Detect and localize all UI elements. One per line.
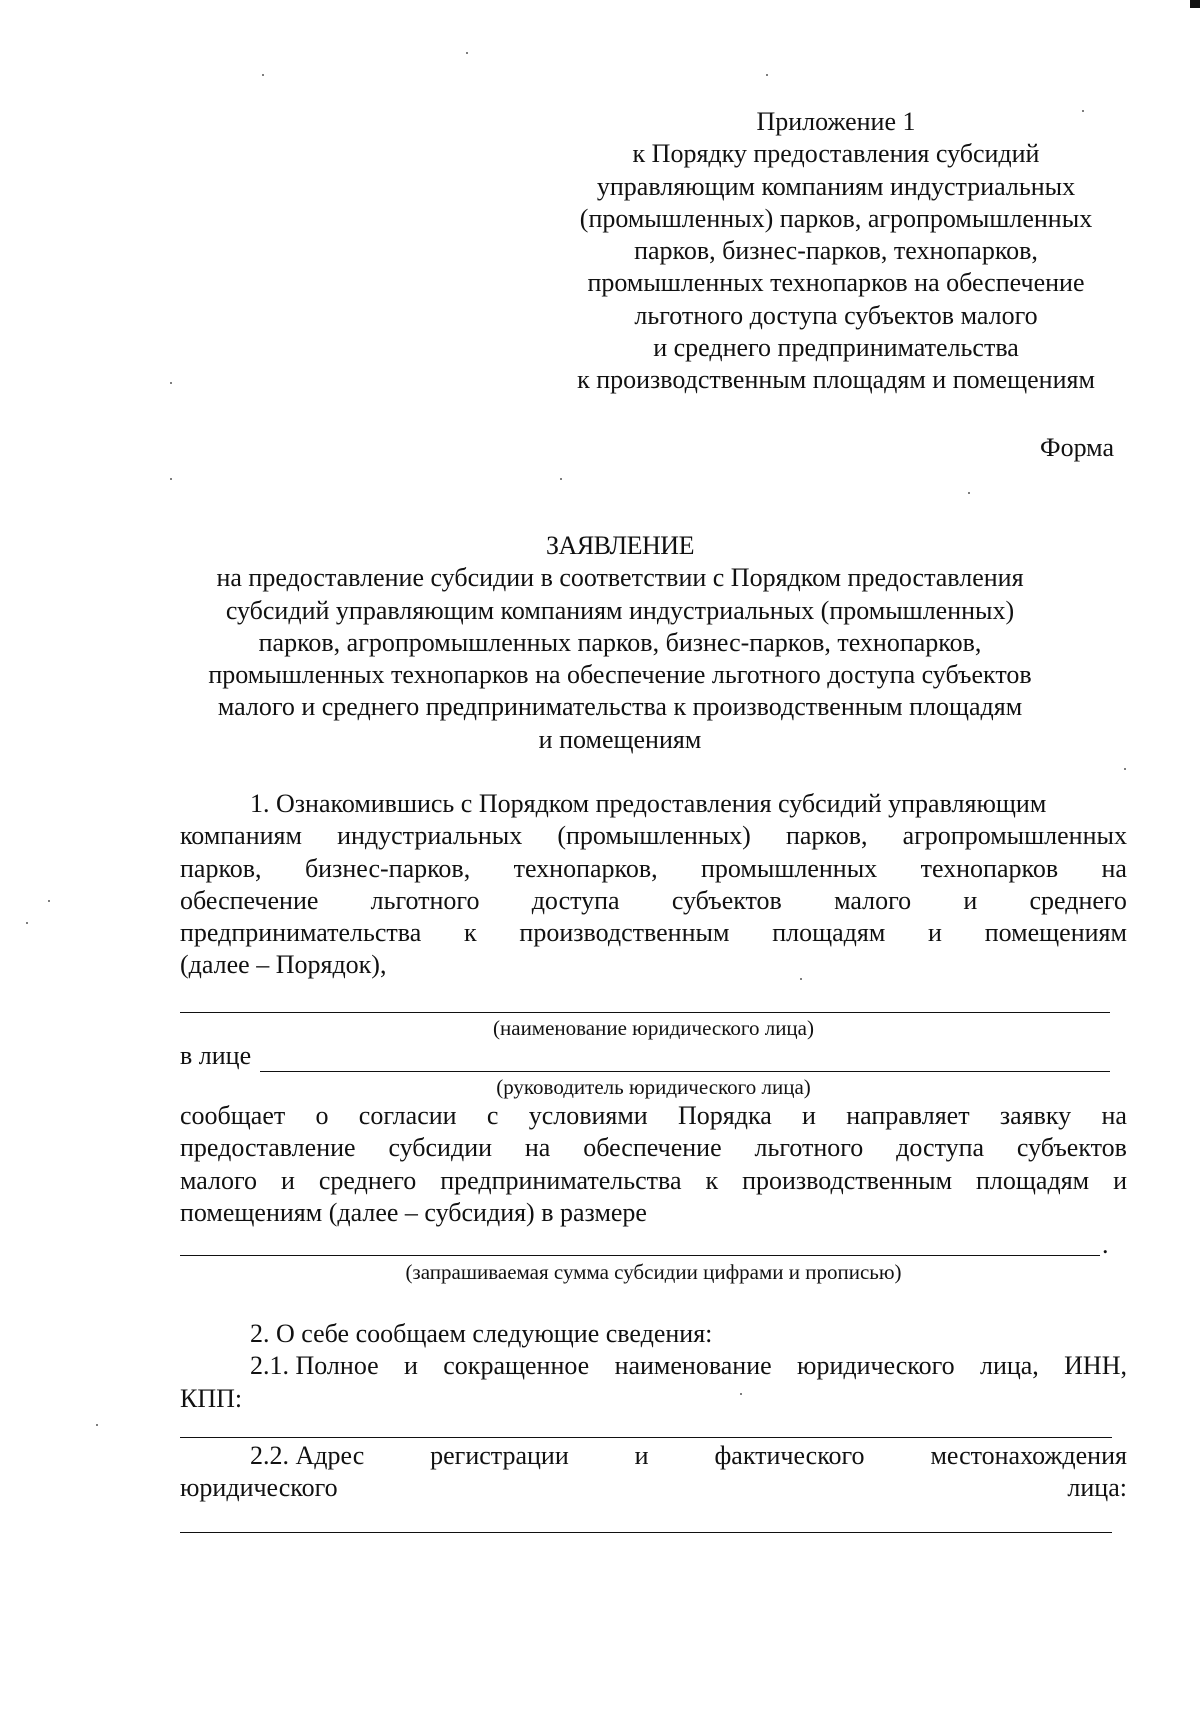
title-line: промышленных технопарков на обеспечение льготного доступа субъектов: [208, 660, 1032, 690]
word: технопарков: [920, 853, 1059, 883]
word: парков,: [785, 821, 868, 851]
paragraph-line: 1. Ознакомившись с Порядком предоставления субсидий управляющим: [250, 789, 1047, 818]
appendix-line: (промышленных) парков, агропромышленных: [579, 203, 1093, 233]
item-2-2-line: [180, 1440, 1127, 1472]
word: заявку: [999, 1101, 1072, 1130]
word: промышленных: [701, 853, 878, 883]
word: юридического: [797, 1351, 955, 1381]
amount-line-end-mark: .: [1102, 1230, 1109, 1259]
paragraph-line: помещениям (далее – субсидия) в размере: [180, 1197, 647, 1227]
word: площадям: [772, 918, 886, 948]
word: и: [928, 918, 942, 948]
word: о: [315, 1101, 329, 1130]
word: условиями: [528, 1101, 648, 1130]
word: лица:: [1067, 1473, 1127, 1503]
scan-speck: [48, 900, 50, 902]
head-caption: (руководитель юридического лица): [496, 1075, 811, 1099]
word: на: [524, 1133, 551, 1163]
word: производственным: [519, 918, 730, 948]
scan-speck: [170, 478, 172, 480]
scan-corner-mark: [1190, 0, 1200, 8]
paragraph-line: [180, 820, 1127, 852]
scan-speck: [968, 492, 970, 494]
scan-speck: [800, 978, 802, 980]
appendix-line: льготного доступа субъектов малого: [634, 300, 1038, 330]
word: производственным: [742, 1165, 953, 1195]
title-line: субсидий управляющим компаниям индустриальных (промышленных): [225, 595, 1015, 625]
legal-entity-full-name-line[interactable]: [180, 1437, 1112, 1438]
appendix-line: парков, бизнес-парков, технопарков,: [634, 236, 1038, 266]
word: льготного: [754, 1133, 864, 1163]
item-2-1-continuation: КПП:: [180, 1383, 243, 1413]
word: среднего: [318, 1165, 417, 1195]
word: обеспечение: [583, 1133, 722, 1163]
appendix-header: [548, 106, 1124, 397]
section-1-paragraph: [180, 788, 1127, 982]
word: парков,: [180, 853, 262, 883]
word: к: [464, 918, 477, 948]
paragraph-line: (далее – Порядок),: [180, 950, 387, 980]
word: льготного: [370, 885, 480, 915]
paragraph-line: [180, 1132, 1127, 1164]
scan-speck: [96, 1424, 98, 1426]
scan-speck: [170, 382, 172, 384]
appendix-line: управляющим компаниям индустриальных: [596, 171, 1076, 201]
scan-speck: [560, 478, 562, 480]
paragraph-line: [180, 853, 1127, 885]
appendix-line: к производственным площадям и помещениям: [577, 365, 1095, 395]
word: наименование: [614, 1351, 772, 1381]
scan-speck: [766, 74, 768, 76]
scan-speck: [1124, 768, 1126, 770]
scan-speck: [740, 1393, 742, 1395]
word: субъектов: [1016, 1133, 1127, 1163]
word: к: [705, 1165, 719, 1195]
word: малого: [834, 885, 912, 915]
word: субъектов: [671, 885, 782, 915]
head-name-line[interactable]: [260, 1071, 1110, 1072]
title-line: на предоставление субсидии в соответствии с Порядком предоставления: [216, 563, 1024, 593]
item-2-1-line: [180, 1350, 1127, 1382]
word: согласии: [358, 1101, 457, 1130]
word: технопарков,: [513, 853, 658, 883]
word: помещениям: [984, 918, 1127, 948]
subsidy-amount-line[interactable]: [180, 1255, 1100, 1256]
paragraph-line: [180, 885, 1127, 917]
word: доступа: [531, 885, 620, 915]
item-2-2: [180, 1440, 1127, 1505]
word: агропромышленных: [902, 821, 1127, 851]
scan-speck: [262, 74, 264, 76]
word: и: [281, 1165, 295, 1195]
scan-speck: [1082, 110, 1084, 112]
word: субсидии: [388, 1133, 493, 1163]
word: 2.2. Адрес: [250, 1441, 365, 1470]
paragraph-line: [180, 1100, 1127, 1132]
form-label: Форма: [1040, 433, 1114, 462]
word: регистрации: [430, 1441, 569, 1470]
appendix-line: к Порядку предоставления субсидий: [632, 139, 1040, 169]
word: малого: [180, 1165, 258, 1195]
word: площадям: [976, 1165, 1090, 1195]
legal-entity-name-line[interactable]: [180, 1012, 1110, 1013]
word: и: [404, 1351, 418, 1381]
word: юридического: [180, 1473, 338, 1503]
word: фактического: [714, 1441, 865, 1470]
title-line: и помещениям: [538, 724, 702, 754]
word: и: [1113, 1165, 1127, 1195]
word: Порядка: [678, 1101, 772, 1130]
amount-caption: (запрашиваемая сумма субсидии цифрами и прописью): [405, 1260, 902, 1284]
word: (промышленных): [557, 821, 751, 851]
title-main: ЗАЯВЛЕНИЕ: [546, 531, 694, 560]
word: компаниям: [180, 821, 302, 851]
section-2-heading: 2. О себе сообщаем следующие сведения:: [250, 1319, 713, 1348]
word: с: [486, 1101, 499, 1130]
item-2-2-continuation: [180, 1472, 1127, 1504]
address-line[interactable]: [180, 1532, 1112, 1533]
word: на: [1101, 853, 1127, 883]
word: и: [963, 885, 978, 915]
scan-speck: [466, 52, 468, 54]
appendix-line: промышленных технопарков на обеспечение: [587, 268, 1085, 298]
appendix-line: и среднего предпринимательства: [653, 333, 1019, 363]
in-person-label: в лице: [180, 1041, 252, 1070]
paragraph-line: [180, 917, 1127, 949]
word: направляет: [846, 1101, 970, 1130]
word: и: [634, 1441, 649, 1470]
word: на: [1101, 1101, 1127, 1130]
word: индустриальных: [337, 821, 523, 851]
word: среднего: [1029, 885, 1127, 915]
title-line: малого и среднего предпринимательства к производственным площадям: [217, 692, 1023, 722]
document-title: [160, 530, 1080, 756]
section-2: [180, 1318, 1127, 1415]
word: сокращенное: [443, 1351, 590, 1381]
word: доступа: [896, 1133, 985, 1163]
word: 2.1. Полное: [250, 1351, 379, 1381]
word: и: [802, 1101, 816, 1130]
word: предпринимательства: [440, 1165, 682, 1195]
legal-entity-caption: (наименование юридического лица): [493, 1016, 814, 1040]
appendix-line: Приложение 1: [756, 107, 916, 136]
word: обеспечение: [180, 885, 319, 915]
word: предоставление: [180, 1133, 356, 1163]
word: предпринимательства: [180, 918, 422, 948]
word: лица,: [979, 1351, 1039, 1381]
word: ИНН,: [1064, 1351, 1127, 1381]
title-line: парков, агропромышленных парков, бизнес-парков, технопарков,: [258, 627, 982, 657]
consent-paragraph: [180, 1100, 1127, 1229]
paragraph-line: [180, 1165, 1127, 1197]
scan-speck: [26, 922, 28, 924]
word: бизнес-парков,: [304, 853, 471, 883]
word: местонахождения: [930, 1441, 1127, 1470]
word: сообщает: [180, 1101, 286, 1130]
